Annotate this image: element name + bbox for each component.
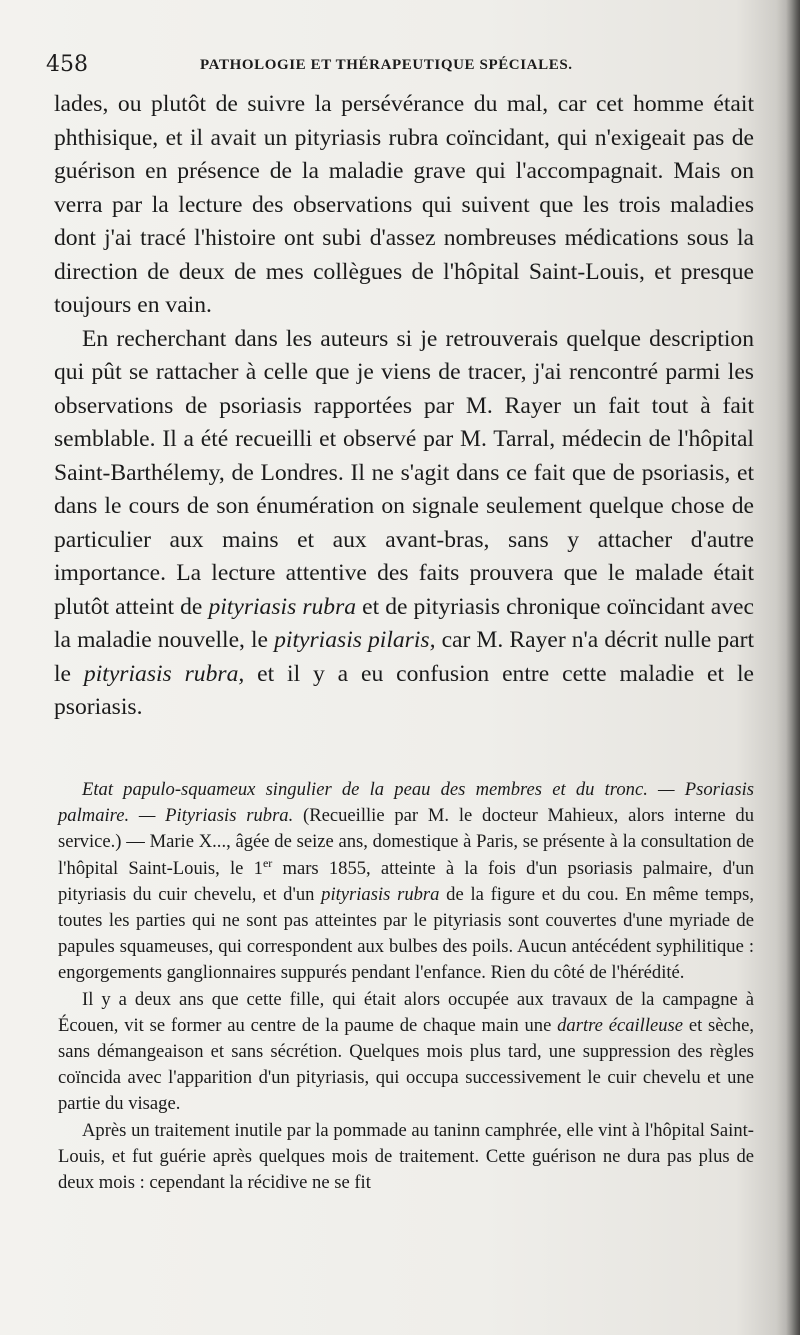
text-run: de la figure et du cou. En même temps, toutes les parties qui ne sont pas atteintes par le pityriasis sont couvertes d'une myriade de papules squameuses, qui correspondent aux bulbes des poils. Aucun antécédent syphilitique : engorgements ganglionnaires suppurés pendant l'enfance. Rien du côté de l'hérédité. bbox=[58, 883, 754, 984]
page-edge-shadow bbox=[786, 0, 800, 1335]
main-text bbox=[54, 88, 754, 725]
observation-treatment: Après un traitement inutile par la pommade au taninn camphrée, elle vint à l'hôpital Saint-Louis, et fut guérie après quelques mois de traitement. Cette guérison ne dura pas plus de deux mois : cependant la récidive ne se fit bbox=[58, 1119, 754, 1194]
text-run: et il y a eu confusion entre cette maladie et le psoriasis. bbox=[54, 660, 754, 720]
text-run: et de pityriasis chronique coïncidant avec la maladie nouvelle, le bbox=[54, 593, 755, 653]
italic-term: dartre écailleuse bbox=[557, 1014, 684, 1036]
running-head: PATHOLOGIE ET THÉRAPEUTIQUE SPÉCIALES. bbox=[200, 57, 573, 73]
text-run: mars 1855, atteinte à la fois d'un psoriasis palmaire, d'un pityriasis du cuir chevelu, et d'un bbox=[58, 857, 754, 905]
italic-term: pityriasis pilaris, bbox=[274, 627, 436, 653]
text-run: (Recueillie par M. le docteur Mahieux, alors interne du service.) — Marie X..., âgée de seize ans, domestique à Paris, se présente à la consultation de l'hôpital Saint-Louis, le 1 bbox=[58, 805, 754, 879]
observation-intro bbox=[58, 777, 754, 987]
text-run: En recherchant dans les auteurs si je retrouverais quelque description qui pût se rattacher à celle que je viens de tracer, j'ai rencontré parmi les observations de psoriasis rapportées par M. Rayer un fait tout à fait semblable. Il a été recueilli et observé par M. Tarral, médecin de l'hôpital Saint-Barthélemy, de Londres. Il ne s'agit dans ce fait que de psoriasis, et dans le cours de son énumération on signale seulement quelque chose de particulier aux mains et aux avant-bras, sans y attacher d'autre importance. La lecture attentive des faits prouvera que le malade était plutôt atteint de bbox=[54, 325, 754, 620]
observation-title: Etat papulo-squameux singulier de la peau des membres et du tronc. — Psoriasis palmaire. — Pityriasis rubra. bbox=[58, 779, 754, 827]
observation-text bbox=[58, 777, 754, 1196]
paragraph-continuation: lades, ou plutôt de suivre la persévérance du mal, car cet homme était phthisique, et il avait un pityriasis rubra coïncidant, qui n'exigeait pas de guérison en présence de la maladie grave qui l'accompagnait. Mais on verra par la lecture des observations qui suivent que les trois maladies dont j'ai tracé l'histoire ont subi d'assez nombreuses médications sous la direction de deux de mes collègues de l'hôpital Saint-Louis, et presque toujours en vain. bbox=[54, 91, 754, 318]
page-number: 458 bbox=[46, 52, 88, 77]
text-run: et sèche, sans démangeaison et sans sécrétion. Quelques mois plus tard, une suppression des règles coïncida avec l'apparition d'un pityriasis, qui occupa successivement le cuir chevelu et une partie du visage. bbox=[58, 1014, 754, 1115]
text-run: car M. Rayer n'a décrit nulle part le bbox=[54, 627, 754, 687]
page-header bbox=[46, 52, 776, 82]
italic-term: pityriasis rubra bbox=[208, 593, 357, 620]
observation-history bbox=[58, 987, 754, 1118]
superscript: er bbox=[262, 855, 273, 870]
italic-term: pityriasis rubra bbox=[321, 883, 440, 905]
italic-term: pityriasis rubra, bbox=[83, 660, 245, 687]
paragraph-rayer bbox=[54, 323, 754, 725]
text-run: Il y a deux ans que cette fille, qui était alors occupée aux travaux de la campagne à Écouen, vit se former au centre de la paume de chaque main une bbox=[58, 988, 754, 1036]
